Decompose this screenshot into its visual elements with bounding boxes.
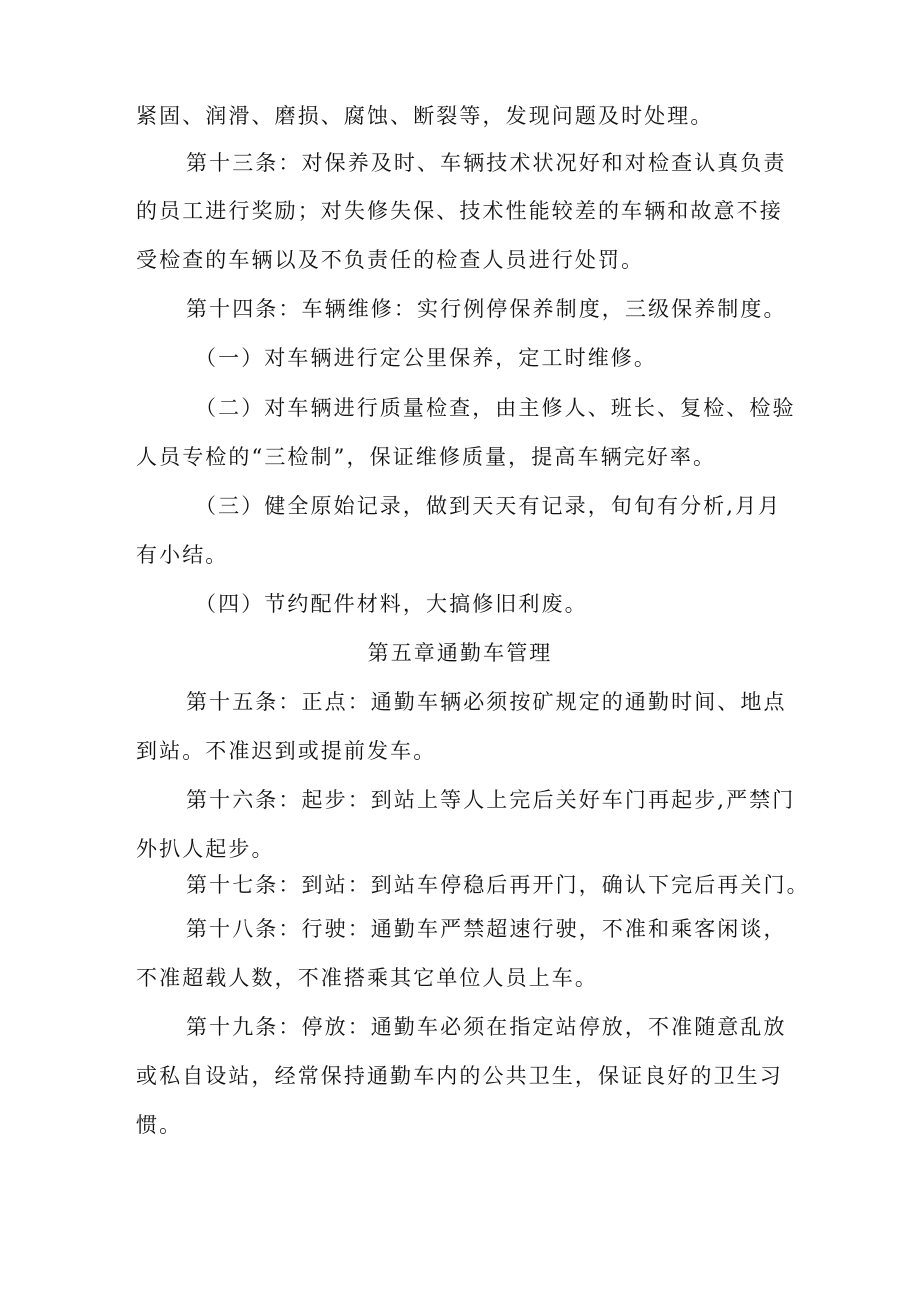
article-15-line: 第十五条：正点：通勤车辆必须按矿规定的通勤时间、地点 [186, 690, 787, 714]
paragraph-line: 人员专检的“三检制”，保证维修质量，提高车辆完好率。 [136, 445, 717, 469]
article-16-line: 第十六条：起步：到站上等人上完后关好车门再起步,严禁门 [186, 788, 796, 812]
paragraph-line: 外扒人起步。 [136, 837, 275, 861]
list-item-1: （一）对车辆进行定公里保养，定工时维修。 [195, 346, 657, 370]
article-14-line: 第十四条：车辆维修：实行例停保养制度，三级保养制度。 [186, 297, 787, 321]
paragraph-line: 到站。不准迟到或提前发车。 [136, 739, 437, 763]
article-19-line: 第十九条：停放：通勤车必须在指定站停放，不准随意乱放 [186, 1015, 787, 1039]
paragraph-line: 或私自设站，经常保持通勤车内的公共卫生，保证良好的卫生习 [136, 1064, 783, 1088]
paragraph-line: 的员工进行奖励；对失修失保、技术性能较差的车辆和故意不接 [136, 199, 783, 223]
paragraph-line: 有小结。 [136, 543, 229, 567]
list-item-3: （三）健全原始记录，做到天天有记录，旬旬有分析,月月 [195, 494, 782, 518]
list-item-2: （二）对车辆进行质量检查，由主修人、班长、复检、检验 [195, 396, 796, 420]
paragraph-line: 紧固、润滑、磨损、腐蚀、断裂等，发现问题及时处理。 [136, 104, 714, 128]
chapter-heading: 第五章通勤车管理 [367, 641, 553, 665]
article-17-line: 第十七条：到站：到站车停稳后再开门，确认下完后再关门。 [186, 873, 810, 897]
paragraph-line: 受检查的车辆以及不负责任的检查人员进行处罚。 [136, 248, 645, 272]
article-18-line: 第十八条：行驶：通勤车严禁超速行驶，不准和乘客闲谈， [186, 917, 787, 941]
list-item-4: （四）节约配件材料，大搞修旧利废。 [195, 592, 588, 616]
article-13-line: 第十三条：对保养及时、车辆技术状况好和对检查认真负责 [186, 151, 787, 175]
paragraph-line: 惯。 [136, 1113, 183, 1137]
paragraph-line: 不准超载人数，不准搭乘其它单位人员上车。 [136, 966, 598, 990]
